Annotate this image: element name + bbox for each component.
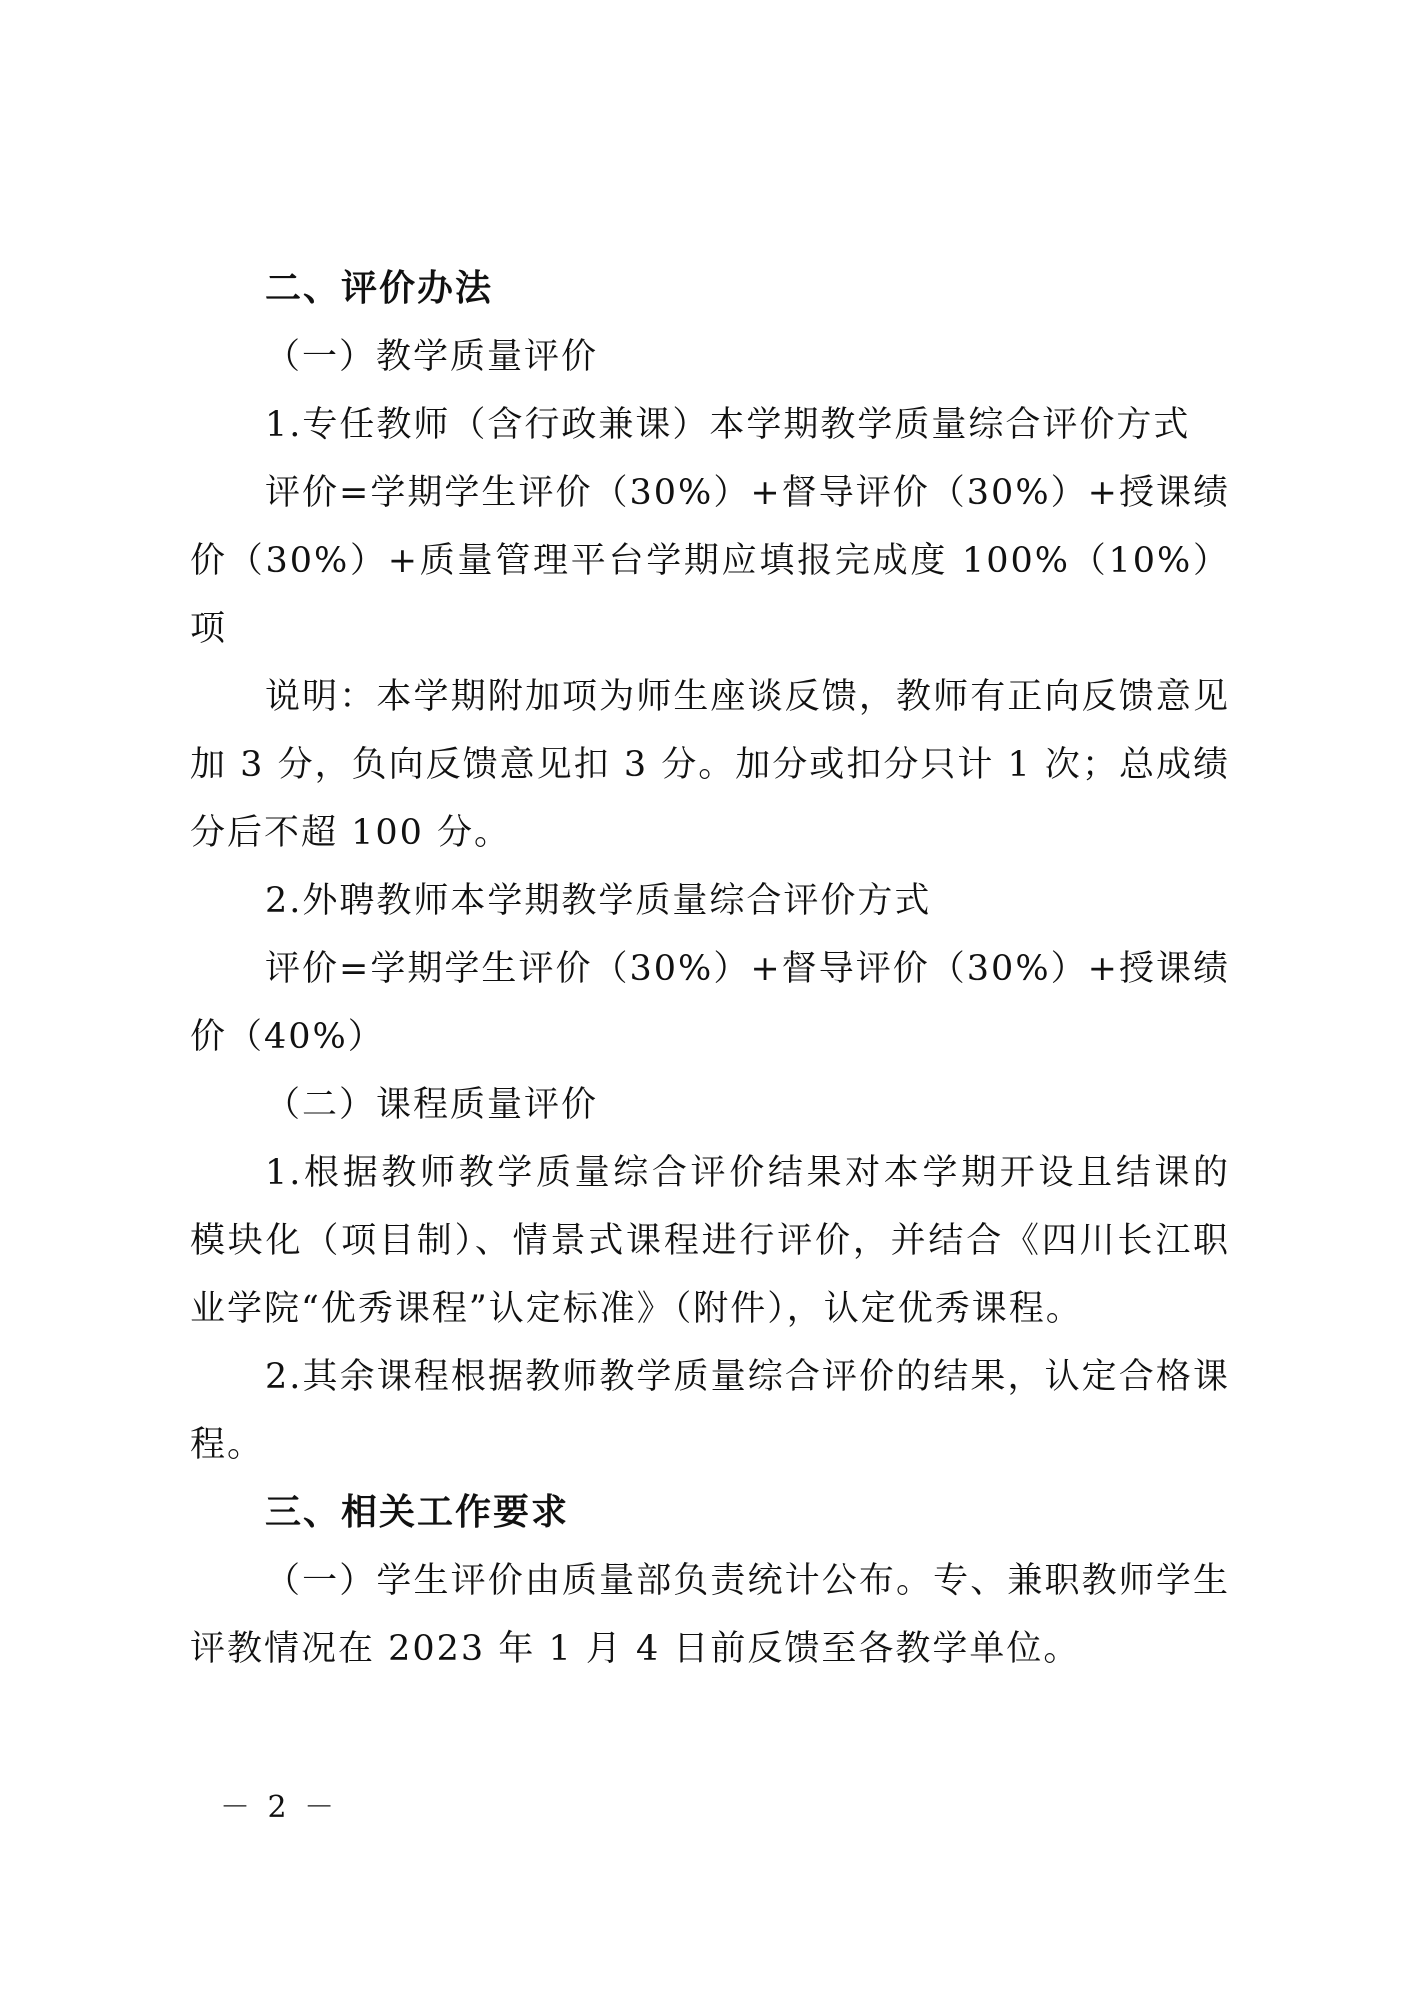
formula-fulltime-line3: 项	[190, 609, 228, 649]
note-line1: 说明：本学期附加项为师生座谈反馈，教师有正向反馈意见	[265, 677, 1230, 717]
subheading-course-quality: （二）课程质量评价	[265, 1085, 599, 1125]
course-item2-line1: 2.其余课程根据教师教学质量综合评价的结果，认定合格课	[265, 1357, 1230, 1397]
formula-fulltime-line2: 价（30%）+质量管理平台学期应填报完成度 100%（10%）	[190, 541, 1230, 581]
subheading-teaching-quality: （一）教学质量评价	[265, 337, 599, 377]
formula-external-line2: 价（40%）	[190, 1017, 385, 1057]
course-item1-line2: 模块化（项目制）、情景式课程进行评价，并结合《四川长江职	[190, 1221, 1230, 1261]
section-heading-evaluation-method: 二、评价办法	[265, 268, 494, 309]
document-body	[190, 255, 1230, 1683]
item-external-teacher-title: 2.外聘教师本学期教学质量综合评价方式	[265, 881, 932, 921]
note-line3: 分后不超 100 分。	[190, 813, 512, 853]
note-line2: 加 3 分，负向反馈意见扣 3 分。加分或扣分只计 1 次；总成绩	[190, 745, 1230, 785]
course-item1-line1: 1.根据教师教学质量综合评价结果对本学期开设且结课的	[265, 1153, 1230, 1193]
item-fulltime-teacher-title: 1.专任教师（含行政兼课）本学期教学质量综合评价方式	[265, 405, 1191, 445]
formula-external-line1: 评价=学期学生评价（30%）+督导评价（30%）+授课绩	[265, 949, 1230, 989]
course-item1-line3: 业学院“优秀课程”认定标准》（附件），认定优秀课程。	[190, 1289, 1083, 1329]
page-number: － 2 －	[220, 1790, 339, 1825]
requirement1-line2: 评教情况在 2023 年 1 月 4 日前反馈至各教学单位。	[190, 1629, 1081, 1669]
formula-fulltime-line1: 评价=学期学生评价（30%）+督导评价（30%）+授课绩	[265, 473, 1230, 513]
course-item2-line2: 程。	[190, 1425, 265, 1465]
section-heading-work-requirements: 三、相关工作要求	[265, 1492, 570, 1533]
requirement1-line1: （一）学生评价由质量部负责统计公布。专、兼职教师学生	[265, 1561, 1230, 1601]
